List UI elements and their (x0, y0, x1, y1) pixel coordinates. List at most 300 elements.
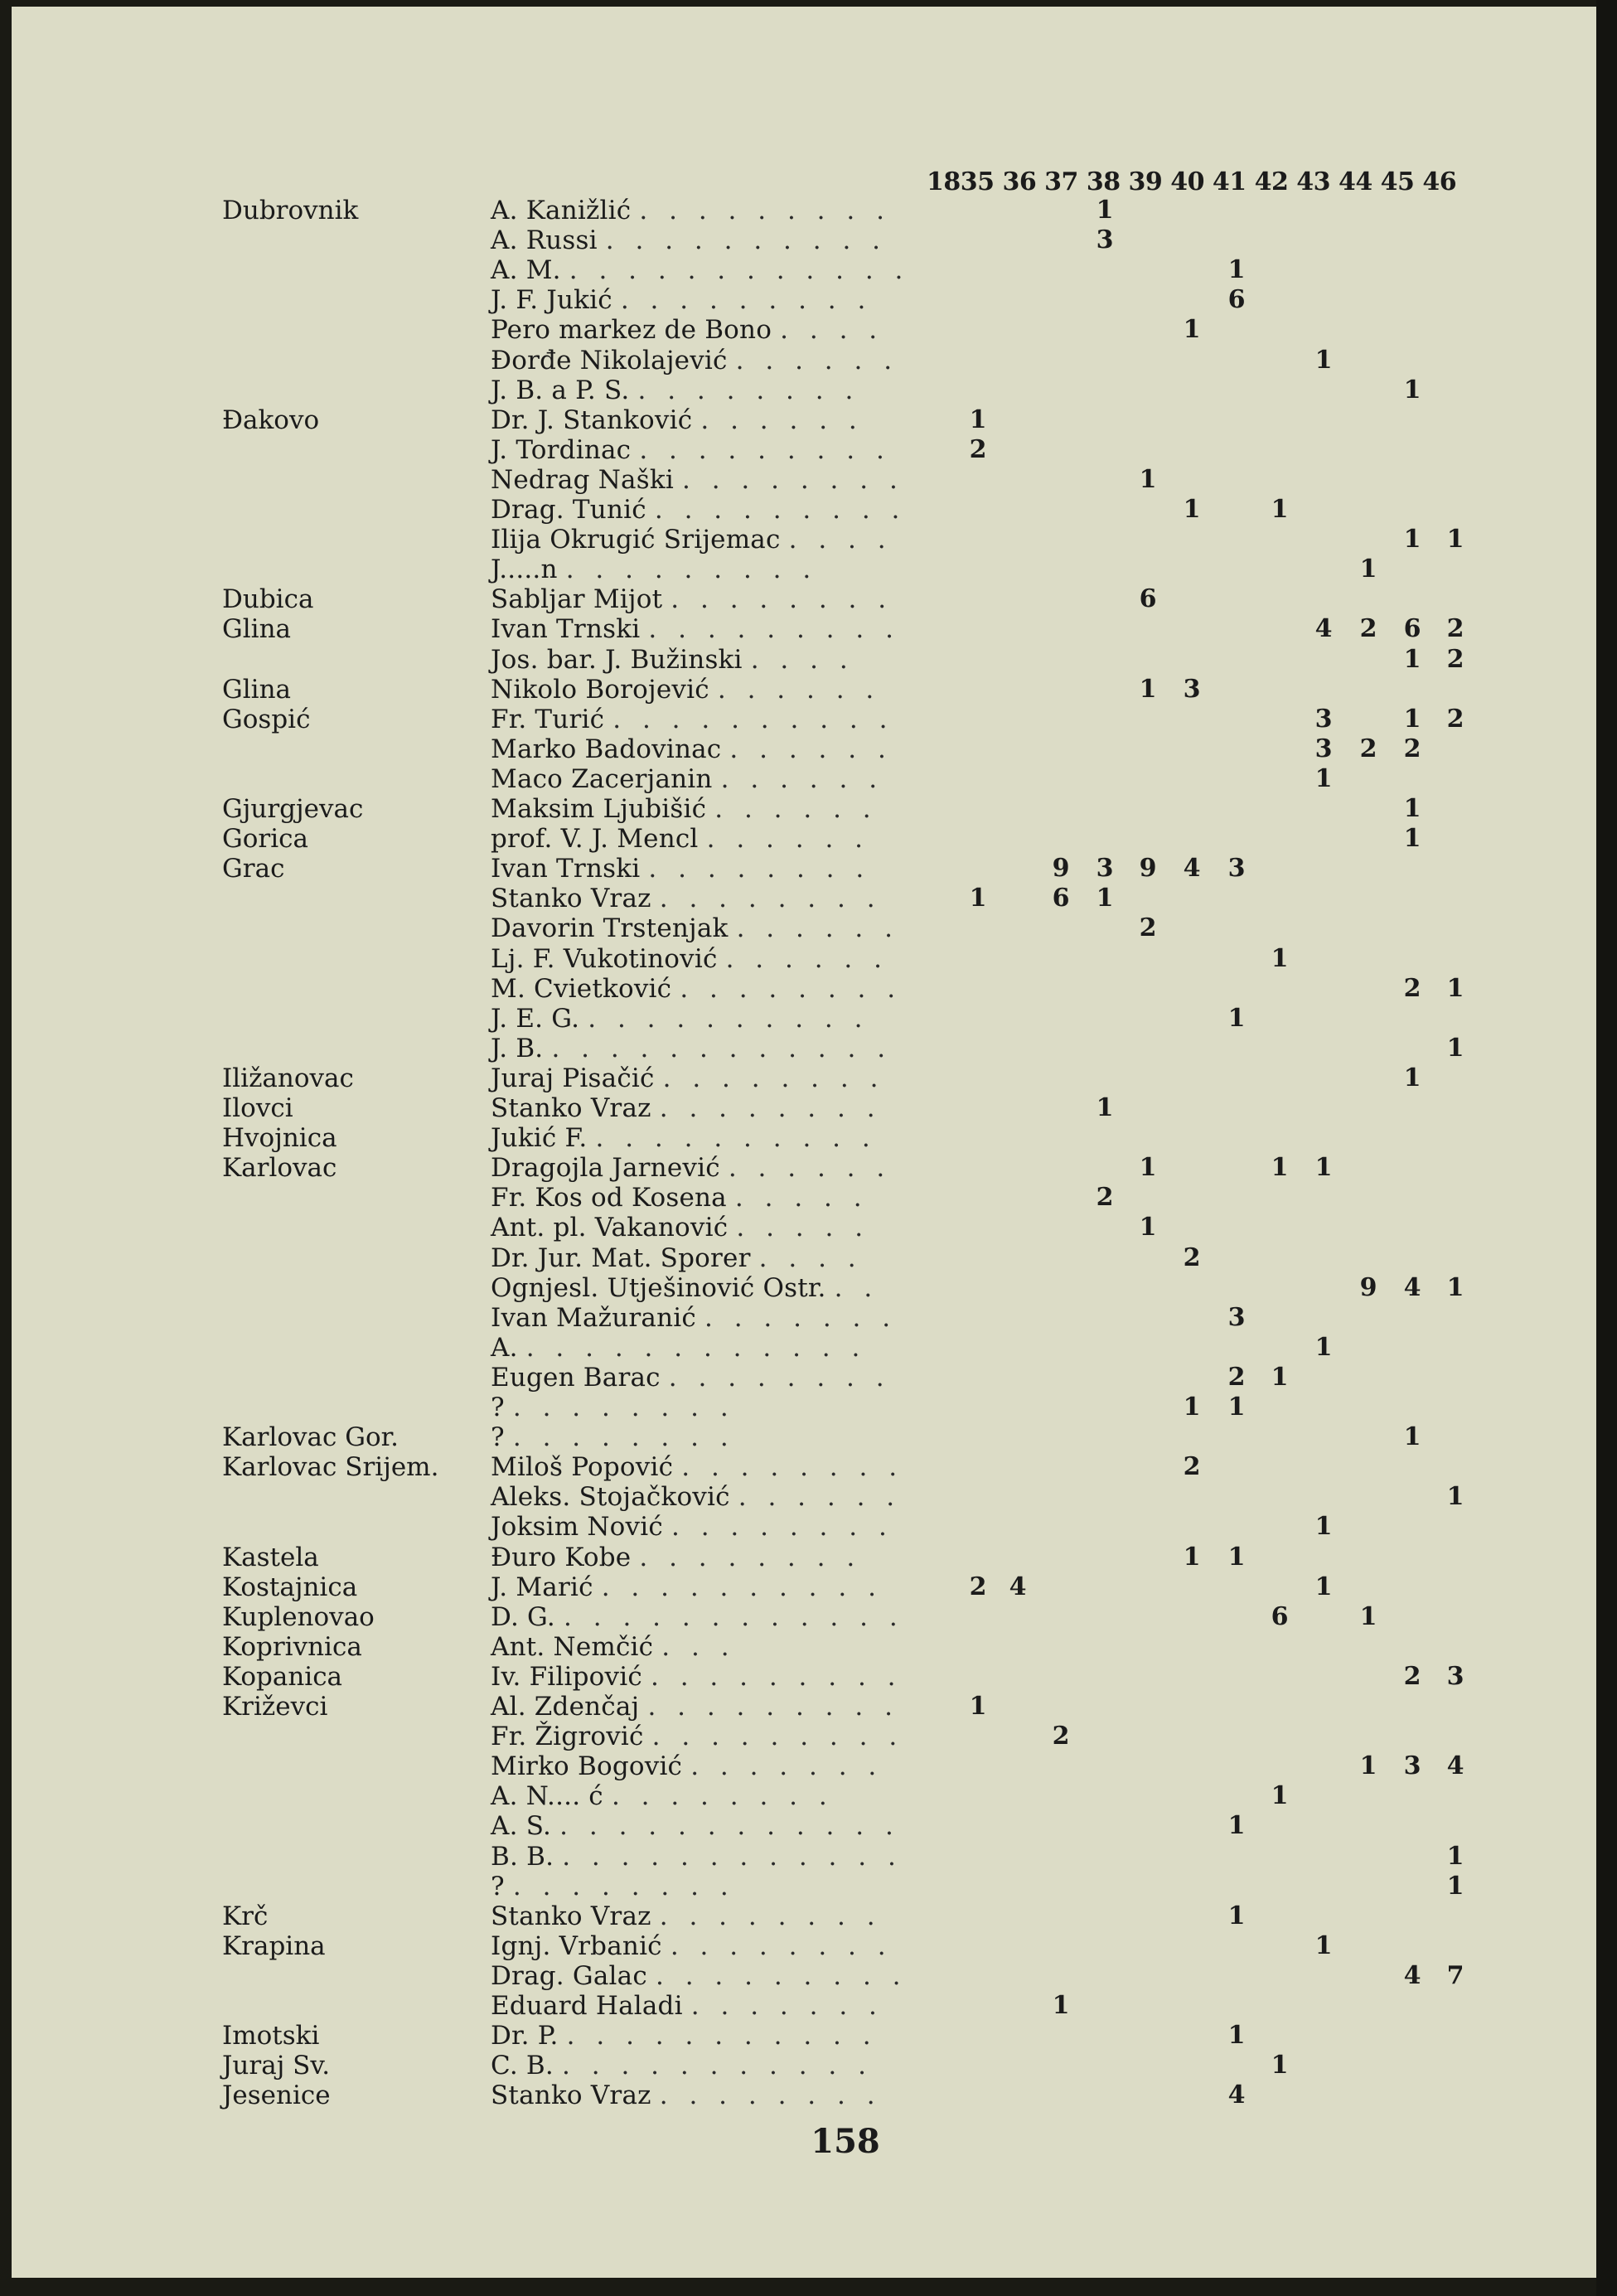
year-count: 1 (1096, 196, 1114, 225)
author-entry (491, 824, 869, 854)
author-name: Eduard Haladi (491, 1991, 683, 2021)
author-name: J. F. Jukić (491, 285, 612, 316)
year-count: 1 (1359, 1601, 1377, 1631)
place-name: Gorica (222, 824, 309, 855)
author-entry (491, 2051, 873, 2080)
year-count: 2 (1446, 644, 1464, 674)
year-count: 1 (1446, 1272, 1464, 1302)
place-name: Kopanica (222, 1661, 343, 1692)
year-count: 3 (1183, 674, 1201, 704)
author-entry (491, 584, 893, 614)
leader-dots: . . . . . . . . . . (595, 1123, 877, 1154)
author-name: Fr. Turić (491, 704, 605, 734)
place-name: Karlovac Gor. (222, 1422, 399, 1453)
year-header: 1835 36 37 38 39 40 41 42 43 44 45 46 (927, 167, 1457, 196)
leader-dots: . . . . . . . . (512, 1422, 735, 1453)
author-name: Juraj Pisačić (491, 1063, 655, 1093)
author-name: Ant. pl. Vakanović (491, 1213, 729, 1243)
author-entry (491, 1512, 893, 1542)
author-name: Nikolo Borojević (491, 674, 709, 705)
author-entry (491, 1692, 899, 1722)
leader-dots: . . . . . . . . (682, 464, 904, 495)
author-name: ? (491, 1422, 505, 1453)
leader-dots: . . . . . (734, 1183, 869, 1213)
author-name: Jukić F. (491, 1123, 588, 1154)
year-count: 2 (1227, 1362, 1246, 1392)
author-name: Stanko Vraz (491, 2080, 651, 2111)
year-count: 2 (1359, 734, 1377, 763)
leader-dots: . . . . . . . . . (620, 285, 873, 316)
year-count: 1 (1446, 1482, 1464, 1512)
leader-dots: . . . . . . . . (681, 1452, 904, 1483)
author-entry (491, 974, 902, 1004)
year-count: 1 (1403, 1063, 1421, 1092)
year-count: 3 (1314, 734, 1333, 763)
author-entry (491, 435, 891, 465)
author-entry (491, 675, 880, 705)
leader-dots: . . . . . . . . (639, 1542, 862, 1572)
author-name: Stanko Vraz (491, 884, 651, 914)
year-count: 1 (1271, 943, 1289, 973)
leader-dots: . . . . . . . (690, 1991, 884, 2021)
leader-dots: . . . . . . (714, 794, 878, 824)
author-name: Eugen Barac (491, 1362, 661, 1393)
author-name: A. Russi (491, 225, 598, 256)
author-name: A. S. (491, 1811, 552, 1842)
author-entry (491, 1781, 834, 1811)
year-count: 1 (1227, 255, 1246, 285)
author-entry (491, 495, 906, 525)
leader-dots: . . . . . . . . (671, 584, 893, 615)
place-name: Kuplenovao (222, 1601, 375, 1632)
author-name: Ignj. Vrbanić (491, 1930, 662, 1961)
author-entry (491, 794, 878, 824)
author-name: Al. Zdenčaj (491, 1692, 640, 1722)
year-count: 1 (1227, 1393, 1246, 1422)
author-entry (491, 1363, 891, 1393)
leader-dots: . . (834, 1272, 879, 1303)
author-entry (491, 705, 893, 734)
leader-dots: . . . . . . (738, 1482, 902, 1513)
author-name: Ivan Trnski (491, 614, 641, 645)
author-entry (491, 1482, 901, 1512)
author-entry (491, 285, 872, 315)
author-name: Lj. F. Vukotinović (491, 943, 718, 974)
author-entry (491, 734, 893, 764)
year-count: 2 (1183, 1452, 1201, 1482)
author-entry (491, 555, 817, 584)
leader-dots: . . . . . . . . (680, 973, 903, 1004)
author-entry (491, 465, 904, 495)
leader-dots: . . . . . . . . . (565, 555, 818, 585)
author-name: A. M. (491, 255, 561, 286)
year-count: 1 (1096, 884, 1114, 913)
author-entry (491, 1842, 903, 1872)
author-entry (491, 1303, 897, 1333)
author-name: C. B. (491, 2051, 554, 2081)
author-name: Drag. Tunić (491, 495, 646, 525)
year-count: 1 (1403, 525, 1421, 555)
author-entry (491, 1093, 882, 1123)
author-entry (491, 1632, 736, 1662)
year-count: 1 (1271, 1362, 1289, 1392)
leader-dots: . . . . . . (729, 734, 893, 764)
leader-dots: . . . . (758, 1242, 863, 1273)
author-name: Davorin Trstenjak (491, 913, 729, 944)
year-count: 1 (1139, 464, 1157, 494)
year-count: 1 (1403, 375, 1421, 404)
year-count: 3 (1096, 225, 1114, 255)
year-count: 1 (1271, 1781, 1289, 1811)
author-entry (491, 1543, 861, 1572)
year-count: 2 (1446, 704, 1464, 734)
year-count: 2 (1052, 1722, 1070, 1751)
year-count: 4 (1227, 2080, 1246, 2110)
year-count: 6 (1052, 884, 1070, 913)
leader-dots: . . . . . . . . (659, 884, 882, 914)
author-name: D. G. (491, 1601, 555, 1632)
year-count: 2 (1096, 1183, 1114, 1213)
year-count: 4 (1403, 1272, 1421, 1302)
place-name: Dubica (222, 584, 314, 615)
year-count: 1 (1314, 345, 1333, 375)
year-count: 3 (1227, 854, 1246, 884)
author-entry (491, 1213, 869, 1242)
leader-dots: . . . . . . . . . (651, 1722, 904, 1752)
author-name: M. Cvietković (491, 973, 672, 1004)
leader-dots: . . . . . . . . (662, 1063, 885, 1093)
year-count: 4 (1446, 1751, 1464, 1781)
author-name: Dr. P. (491, 2021, 559, 2051)
leader-dots: . . . . . . . . . . . . (551, 1033, 893, 1063)
place-name: Karlovac Srijem. (222, 1452, 439, 1483)
year-count: 9 (1139, 854, 1157, 884)
leader-dots: . . . . . . . . (512, 1871, 735, 1901)
year-count: 6 (1139, 584, 1157, 614)
place-name: Iližanovac (222, 1063, 354, 1093)
author-entry (491, 1452, 903, 1482)
place-name: Glina (222, 674, 292, 705)
year-count: 1 (1403, 644, 1421, 674)
year-count: 2 (969, 1572, 987, 1601)
author-entry (491, 614, 900, 644)
place-name: Đakovo (222, 404, 320, 435)
author-name: Đorđe Nikolajević (491, 345, 728, 375)
year-count: 1 (1314, 1512, 1333, 1542)
author-entry (491, 1333, 866, 1363)
author-name: Miloš Popović (491, 1452, 674, 1483)
year-count: 1 (1359, 1751, 1377, 1781)
leader-dots: . . . . (788, 525, 893, 555)
author-entry (491, 1751, 883, 1781)
author-name: prof. V. J. Mencl (491, 824, 699, 855)
author-name: J. E. G. (491, 1003, 580, 1034)
leader-dots: . . . . . . . . (668, 1362, 891, 1393)
leader-dots: . . . . . . . . (659, 1093, 882, 1123)
leader-dots: . . . . . . . . . . (588, 1003, 869, 1034)
leader-dots: . . . . . . . . . (655, 1960, 908, 1991)
year-count: 3 (1227, 1302, 1246, 1332)
author-name: B. B. (491, 1841, 554, 1872)
year-count: 1 (1359, 555, 1377, 584)
place-name: Krč (222, 1901, 269, 1931)
leader-dots: . . . . . . . . . (654, 495, 907, 525)
leader-dots: . . . . . . . . . (639, 434, 891, 465)
author-name: Ilija Okrugić Srijemac (491, 525, 781, 555)
leader-dots: . . . . (780, 315, 884, 346)
author-entry (491, 1901, 882, 1931)
year-count: 1 (1314, 1153, 1333, 1183)
author-entry (491, 1572, 883, 1602)
year-count: 1 (1446, 1871, 1464, 1901)
place-name: Jesenice (222, 2080, 331, 2111)
author-name: Marko Badovinac (491, 734, 722, 764)
author-name: Ivan Trnski (491, 854, 641, 884)
leader-dots: . . . . . . . (704, 1302, 898, 1333)
author-name: Dragojla Jarnević (491, 1153, 720, 1184)
year-count: 6 (1227, 285, 1246, 315)
year-count: 6 (1403, 614, 1421, 644)
leader-dots: . . . . . . . . . . . . (564, 1601, 904, 1632)
author-name: ? (491, 1871, 505, 1901)
page-number: 158 (811, 2122, 880, 2161)
author-name: A. Kanižlić (491, 196, 632, 225)
place-name: Karlovac (222, 1153, 337, 1184)
leader-dots: . . . . . . . . (648, 854, 871, 884)
year-count: 1 (1183, 315, 1201, 345)
author-entry (491, 1183, 869, 1213)
year-count: 4 (1403, 1960, 1421, 1990)
author-entry (491, 1063, 884, 1093)
year-count: 1 (1227, 1901, 1246, 1930)
author-entry (491, 1123, 877, 1153)
author-name: J. B. a P. S. (491, 375, 630, 405)
author-entry (491, 255, 909, 285)
author-entry (491, 1662, 903, 1692)
place-name: Križevci (222, 1692, 328, 1722)
author-name: A. (491, 1332, 518, 1363)
author-name: Dr. J. Stanković (491, 404, 693, 435)
year-count: 1 (1139, 674, 1157, 704)
place-name: Glina (222, 614, 292, 645)
author-entry (491, 1153, 891, 1183)
leader-dots: . . . . . . . . (611, 1781, 834, 1812)
place-name: Koprivnica (222, 1631, 362, 1662)
author-entry (491, 2021, 878, 2051)
author-name: Stanko Vraz (491, 1093, 651, 1123)
leader-dots: . . . . . . . . . (651, 1661, 903, 1692)
year-count: 1 (1446, 1033, 1464, 1063)
year-count: 4 (1183, 854, 1201, 884)
year-count: 1 (969, 884, 987, 913)
place-name: Gospić (222, 704, 311, 734)
leader-dots: . . . . . . . . . . . . (559, 1811, 900, 1842)
leader-dots: . . . . . . . . (659, 2080, 882, 2111)
leader-dots: . . . . . . . . . . . . (569, 255, 910, 286)
year-count: 2 (1403, 734, 1421, 763)
leader-dots: . . . . . . . . (671, 1512, 893, 1543)
year-count: 1 (1227, 1811, 1246, 1841)
leader-dots: . . . . . . (728, 1153, 892, 1184)
author-name: Ognjesl. Utješinović Ostr. (491, 1272, 826, 1303)
year-count: 1 (1183, 1393, 1201, 1422)
leader-dots: . . . . . . . . . (648, 614, 900, 645)
author-name: Iv. Filipović (491, 1661, 642, 1692)
year-count: 1 (1403, 1422, 1421, 1452)
place-name: Hvojnica (222, 1123, 337, 1154)
year-count: 1 (1227, 2021, 1246, 2051)
year-count: 1 (1183, 495, 1201, 524)
author-name: A. N.... ć (491, 1781, 603, 1812)
leader-dots: . . . . . . (736, 913, 899, 944)
author-name: Mirko Bogović (491, 1751, 683, 1782)
year-count: 1 (1403, 824, 1421, 854)
year-count: 1 (1139, 1153, 1157, 1183)
year-count: 3 (1403, 1751, 1421, 1781)
leader-dots: . . . . . . . . (512, 1393, 735, 1422)
year-count: 1 (1227, 1542, 1246, 1572)
year-count: 1 (1446, 1841, 1464, 1871)
year-count: 1 (1271, 1153, 1289, 1183)
year-count: 1 (1446, 973, 1464, 1003)
leader-dots: . . . (661, 1631, 736, 1662)
author-name: Aleks. Stojačković (491, 1482, 730, 1513)
leader-dots: . . . . . . (720, 763, 884, 794)
place-name: Krapina (222, 1930, 326, 1961)
year-count: 1 (1052, 1991, 1070, 2020)
author-entry (491, 1931, 893, 1961)
leader-dots: . . . . . . . . . . (601, 1572, 883, 1602)
author-name: Nedrag Naški (491, 464, 674, 495)
author-entry (491, 196, 891, 225)
year-count: 1 (969, 404, 987, 434)
author-entry (491, 225, 887, 255)
leader-dots: . . . . . . . . . . (605, 225, 888, 256)
author-name: Fr. Kos od Kosena (491, 1183, 727, 1213)
leader-dots: . . . . (750, 644, 854, 675)
author-name: Drag. Galac (491, 1960, 647, 1991)
author-entry (491, 913, 899, 943)
year-count: 1 (1139, 1213, 1157, 1242)
author-entry (491, 1004, 869, 1034)
author-entry (491, 1602, 904, 1632)
author-entry (491, 1991, 884, 2021)
author-name: Sabljar Mijot (491, 584, 663, 615)
author-entry (491, 1872, 735, 1901)
place-name: Grac (222, 854, 285, 884)
year-count: 2 (969, 434, 987, 464)
place-name: Gjurgjevac (222, 794, 364, 824)
author-name: Pero markez de Bono (491, 315, 772, 346)
year-count: 7 (1446, 1960, 1464, 1990)
leader-dots: . . . . . . (717, 674, 881, 705)
leader-dots: . . . . . . . . . . . . (562, 1841, 903, 1872)
year-count: 1 (1314, 763, 1333, 793)
year-count: 3 (1096, 854, 1114, 884)
year-count: 1 (1227, 1003, 1246, 1033)
place-name: Ilovci (222, 1093, 293, 1123)
author-entry (491, 315, 884, 345)
author-name: ? (491, 1393, 505, 1422)
leader-dots: . . . . . . . . (659, 1901, 882, 1931)
year-count: 6 (1271, 1601, 1289, 1631)
leader-dots: . . . . . . . . . (639, 196, 891, 225)
author-entry (491, 884, 882, 913)
author-entry (491, 1273, 879, 1303)
year-count: 3 (1314, 704, 1333, 734)
author-name: Ant. Nemčić (491, 1631, 654, 1662)
author-entry (491, 405, 864, 435)
leader-dots: . . . . . . . . . (647, 1692, 899, 1722)
author-name: Maco Zacerjanin (491, 763, 713, 794)
year-count: 1 (1183, 1542, 1201, 1572)
author-entry (491, 1811, 900, 1841)
author-entry (491, 1393, 735, 1422)
place-name: Kastela (222, 1542, 319, 1572)
author-name: Jos. bar. J. Bužinski (491, 644, 743, 675)
author-entry (491, 1422, 735, 1452)
leader-dots: . . . . . . (706, 824, 870, 855)
year-count: 1 (1403, 794, 1421, 823)
author-entry (491, 1722, 903, 1751)
leader-dots: . . . . . . . (690, 1751, 884, 1782)
author-entry (491, 1243, 863, 1273)
leader-dots: . . . . . . (725, 943, 888, 974)
year-count: 1 (1446, 525, 1464, 555)
year-count: 9 (1052, 854, 1070, 884)
leader-dots: . . . . . (736, 1213, 870, 1243)
place-name: Juraj Sv. (222, 2051, 331, 2081)
author-entry (491, 525, 893, 555)
year-count: 1 (969, 1692, 987, 1721)
leader-dots: . . . . . . . . . . . (562, 2051, 873, 2081)
author-name: Joksim Nović (491, 1512, 663, 1543)
year-count: 1 (1314, 1930, 1333, 1960)
year-count: 2 (1403, 1661, 1421, 1691)
author-name: Dr. Jur. Mat. Sporer (491, 1242, 751, 1273)
author-name: Ivan Mažuranić (491, 1302, 696, 1333)
year-count: 1 (1271, 495, 1289, 524)
author-name: Đuro Kobe (491, 1542, 632, 1572)
year-count: 4 (1009, 1572, 1027, 1601)
year-count: 1 (1271, 2051, 1289, 2080)
year-count: 4 (1314, 614, 1333, 644)
author-entry (491, 854, 870, 884)
year-count: 1 (1314, 1572, 1333, 1601)
author-entry (491, 645, 854, 675)
leader-dots: . . . . . . . . . . (612, 704, 894, 734)
year-count: 1 (1314, 1332, 1333, 1362)
author-entry (491, 944, 888, 974)
author-entry (491, 1034, 892, 1063)
author-entry (491, 1961, 908, 1991)
year-count: 2 (1446, 614, 1464, 644)
year-count: 9 (1359, 1272, 1377, 1302)
place-name: Imotski (222, 2021, 320, 2051)
author-name: J. Tordinac (491, 434, 632, 465)
leader-dots: . . . . . . . . . . . . (525, 1332, 867, 1363)
year-count: 3 (1446, 1661, 1464, 1691)
year-count: 2 (1359, 614, 1377, 644)
author-entry (491, 346, 898, 375)
leader-dots: . . . . . . (700, 404, 864, 435)
leader-dots: . . . . . . . . (637, 375, 860, 405)
author-name: J. Marić (491, 1572, 593, 1602)
author-name: Fr. Žigrović (491, 1722, 644, 1752)
leader-dots: . . . . . . . . . . . (566, 2021, 878, 2051)
author-name: Maksim Ljubišić (491, 794, 707, 824)
place-name: Kostajnica (222, 1572, 358, 1602)
